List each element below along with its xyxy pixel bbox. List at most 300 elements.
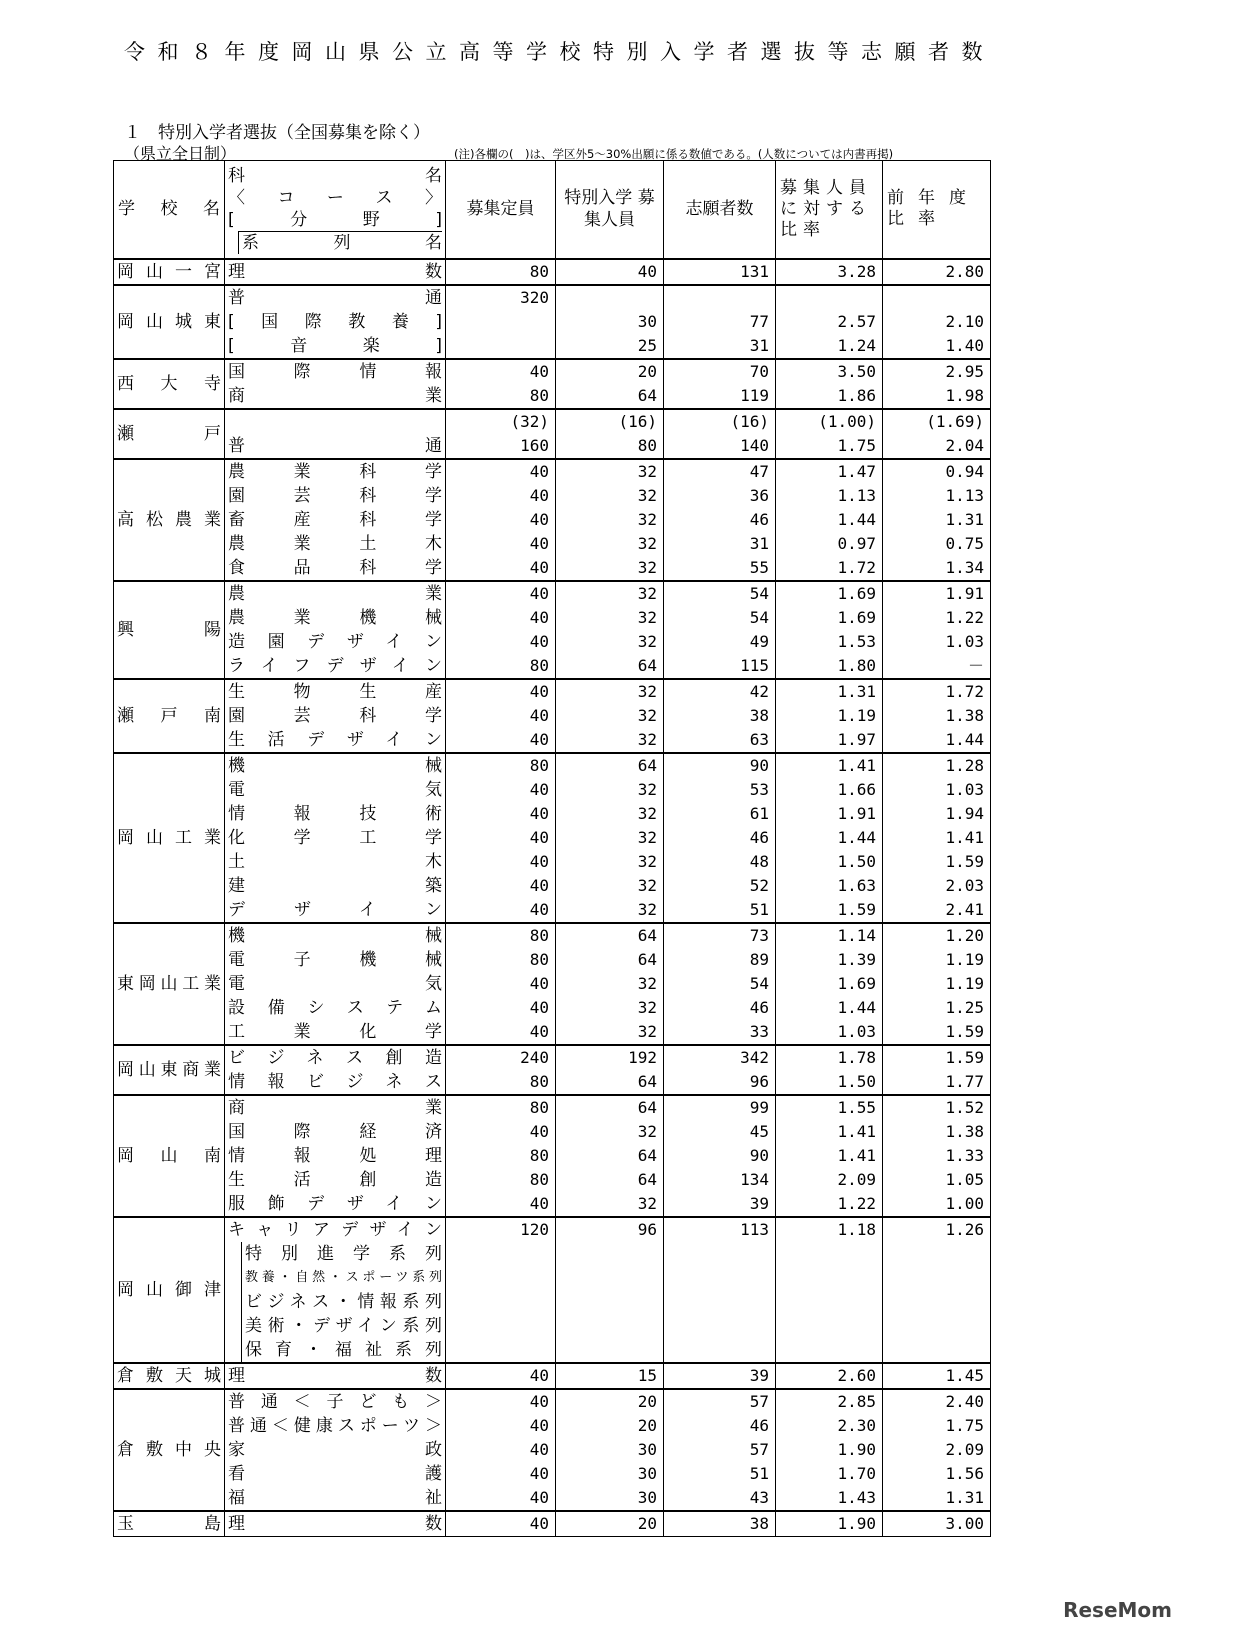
applicants-cell: 42: [664, 679, 776, 704]
department-name: ビジネス創造: [228, 1047, 442, 1068]
ratio-cell: 1.14: [776, 923, 883, 948]
capacity-cell: 40: [446, 532, 556, 556]
department-cell: [225, 728, 446, 753]
capacity-cell: 80: [446, 1168, 556, 1192]
prev-ratio-cell: 1.45: [883, 1363, 991, 1389]
department-name: 国際情報: [228, 361, 442, 382]
capacity-cell: 40: [446, 484, 556, 508]
special-quota-cell: 192: [556, 1045, 664, 1070]
capacity-cell: 40: [446, 359, 556, 384]
special-quota-cell: 32: [556, 704, 664, 728]
applicants-cell: 38: [664, 704, 776, 728]
capacity-cell: 80: [446, 948, 556, 972]
school-name: 瀬戸南: [117, 705, 221, 726]
table-row: [114, 1217, 991, 1242]
applicants-cell: 46: [664, 1414, 776, 1438]
applicants-cell: (16): [664, 409, 776, 434]
special-quota-cell: 32: [556, 874, 664, 898]
special-quota-cell: 30: [556, 1438, 664, 1462]
capacity-cell: 80: [446, 1070, 556, 1095]
school-group: [114, 259, 991, 285]
department-cell: [225, 1511, 446, 1537]
table-row: [114, 581, 991, 606]
ratio-cell: 2.60: [776, 1363, 883, 1389]
special-quota-cell: 32: [556, 826, 664, 850]
table-row: [114, 654, 991, 679]
prev-ratio-cell: 0.94: [883, 459, 991, 484]
special-quota-cell: 32: [556, 898, 664, 923]
table-row: [114, 1486, 991, 1511]
applicants-cell: [664, 285, 776, 310]
table-row: [114, 1462, 991, 1486]
department-cell: [225, 484, 446, 508]
department-cell: [225, 1389, 446, 1414]
department-cell: [225, 753, 446, 778]
school-name: 岡山工業: [117, 827, 221, 848]
table-row: [114, 728, 991, 753]
special-quota-cell: [556, 1242, 664, 1266]
school-group: [114, 1217, 991, 1363]
resemom-logo: ReseMom: [1063, 1598, 1172, 1622]
capacity-cell: 80: [446, 384, 556, 409]
school-name-cell: [114, 409, 225, 459]
prev-ratio-cell: 2.10: [883, 310, 991, 334]
capacity-cell: (32): [446, 409, 556, 434]
department-cell: [225, 556, 446, 581]
department-cell: [225, 1045, 446, 1070]
prev-ratio-cell: 1.59: [883, 1045, 991, 1070]
prev-ratio-cell: 1.22: [883, 606, 991, 630]
prev-ratio-cell: 2.40: [883, 1389, 991, 1414]
capacity-cell: 40: [446, 630, 556, 654]
department-cell: [225, 532, 446, 556]
ratio-cell: 1.41: [776, 1120, 883, 1144]
applicants-cell: 61: [664, 802, 776, 826]
department-cell: [225, 1095, 446, 1120]
applicants-cell: 36: [664, 484, 776, 508]
series-cell: [225, 1266, 446, 1290]
department-cell: [225, 409, 446, 434]
ratio-cell: 1.44: [776, 826, 883, 850]
department-cell: [225, 898, 446, 923]
prev-ratio-cell: 1.38: [883, 1120, 991, 1144]
prev-ratio-cell: 1.31: [883, 508, 991, 532]
department-cell: [225, 972, 446, 996]
prev-ratio-cell: 1.72: [883, 679, 991, 704]
school-name-cell: [114, 1363, 225, 1389]
applicants-cell: 63: [664, 728, 776, 753]
table-row: [114, 334, 991, 359]
table-row: [114, 996, 991, 1020]
special-quota-cell: 64: [556, 654, 664, 679]
school-group: [114, 409, 991, 459]
table-row: [114, 1070, 991, 1095]
table-row: [114, 850, 991, 874]
ratio-cell: 1.70: [776, 1462, 883, 1486]
applicants-cell: 131: [664, 259, 776, 285]
prev-ratio-cell: 2.04: [883, 434, 991, 459]
department-name: 機械: [228, 925, 442, 946]
department-cell: [225, 1217, 446, 1242]
special-quota-cell: 32: [556, 850, 664, 874]
table-row: [114, 484, 991, 508]
capacity-cell: 40: [446, 1438, 556, 1462]
special-quota-cell: 32: [556, 581, 664, 606]
department-name: 情報処理: [228, 1145, 442, 1166]
table-row: [114, 384, 991, 409]
applicants-cell: 70: [664, 359, 776, 384]
capacity-cell: 80: [446, 923, 556, 948]
department-name: 商業: [228, 385, 442, 406]
department-name: [音楽]: [228, 335, 442, 356]
department-cell: [225, 1363, 446, 1389]
ratio-cell: 2.85: [776, 1389, 883, 1414]
school-name-cell: [114, 1095, 225, 1217]
applicants-cell: 46: [664, 996, 776, 1020]
applicants-cell: 38: [664, 1511, 776, 1537]
applicants-cell: 57: [664, 1438, 776, 1462]
table-row: [114, 1414, 991, 1438]
table-row: [114, 310, 991, 334]
special-quota-cell: 64: [556, 948, 664, 972]
school-name: 瀬戸: [117, 423, 221, 444]
applicants-cell: [664, 1242, 776, 1266]
school-name-cell: [114, 753, 225, 923]
department-name: キャリアデザイン: [228, 1219, 442, 1240]
department-name: 生活創造: [228, 1169, 442, 1190]
special-quota-cell: 20: [556, 1389, 664, 1414]
capacity-cell: 40: [446, 1120, 556, 1144]
school-name: 東岡山工業: [117, 973, 221, 994]
special-quota-cell: 25: [556, 334, 664, 359]
capacity-cell: 40: [446, 850, 556, 874]
ratio-cell: 2.57: [776, 310, 883, 334]
table-row: [114, 1045, 991, 1070]
capacity-cell: 320: [446, 285, 556, 310]
special-quota-cell: 30: [556, 310, 664, 334]
table-row: [114, 802, 991, 826]
ratio-cell: 1.03: [776, 1020, 883, 1045]
ratio-cell: 1.50: [776, 1070, 883, 1095]
series-cell: [225, 1290, 446, 1314]
ratio-cell: 1.50: [776, 850, 883, 874]
applicants-cell: 53: [664, 778, 776, 802]
applicants-cell: 115: [664, 654, 776, 679]
header-dept-line: 科名: [228, 165, 442, 186]
series-name: 特別進学系列: [241, 1242, 442, 1266]
department-cell: [225, 1462, 446, 1486]
capacity-cell: 240: [446, 1045, 556, 1070]
special-quota-cell: 32: [556, 630, 664, 654]
ratio-cell: 1.97: [776, 728, 883, 753]
department-name: 生物生産: [228, 681, 442, 702]
ratio-cell: 1.75: [776, 434, 883, 459]
table-row: [114, 1290, 991, 1314]
prev-ratio-cell: －: [883, 654, 991, 679]
header-field-line: [分野]: [228, 209, 442, 230]
department-name: 農業科学: [228, 461, 442, 482]
prev-ratio-cell: 1.75: [883, 1414, 991, 1438]
prev-ratio-cell: 2.41: [883, 898, 991, 923]
capacity-cell: 80: [446, 1095, 556, 1120]
prev-ratio-cell: 2.95: [883, 359, 991, 384]
table-row: [114, 606, 991, 630]
special-quota-cell: 32: [556, 606, 664, 630]
ratio-cell: 0.97: [776, 532, 883, 556]
table-row: [114, 898, 991, 923]
school-group: [114, 923, 991, 1045]
applicants-cell: 140: [664, 434, 776, 459]
applicants-cell: 90: [664, 1144, 776, 1168]
department-cell: [225, 1070, 446, 1095]
table-row: [114, 1020, 991, 1045]
table-row: [114, 556, 991, 581]
ratio-cell: 1.72: [776, 556, 883, 581]
school-name-cell: [114, 923, 225, 1045]
department-name: 食品科学: [228, 557, 442, 578]
table-row: [114, 1242, 991, 1266]
ratio-cell: 1.43: [776, 1486, 883, 1511]
school-name-cell: [114, 1389, 225, 1511]
department-name: 園芸科学: [228, 485, 442, 506]
table-row: [114, 874, 991, 898]
department-cell: [225, 334, 446, 359]
prev-ratio-cell: 1.34: [883, 556, 991, 581]
table-row: [114, 508, 991, 532]
capacity-cell: 40: [446, 728, 556, 753]
department-cell: [225, 581, 446, 606]
capacity-cell: 40: [446, 778, 556, 802]
prev-ratio-cell: [883, 1290, 991, 1314]
capacity-cell: 120: [446, 1217, 556, 1242]
capacity-cell: [446, 1266, 556, 1290]
school-name: 倉敷天城: [117, 1365, 221, 1386]
special-quota-cell: 64: [556, 923, 664, 948]
special-quota-cell: 32: [556, 1020, 664, 1045]
department-name: 工業化学: [228, 1021, 442, 1042]
department-name: [国際教養]: [228, 311, 442, 332]
ratio-cell: 1.41: [776, 1144, 883, 1168]
capacity-cell: 40: [446, 1462, 556, 1486]
school-group: [114, 359, 991, 409]
special-quota-cell: 32: [556, 459, 664, 484]
school-name: 高松農業: [117, 509, 221, 530]
header-capacity: 募集定員: [446, 161, 556, 259]
section-heading: １ 特別入学者選抜（全国募集を除く）: [124, 123, 430, 143]
table-row: [114, 826, 991, 850]
school-name-cell: [114, 1511, 225, 1537]
capacity-cell: 40: [446, 556, 556, 581]
prev-ratio-cell: (1.69): [883, 409, 991, 434]
prev-ratio-cell: 1.03: [883, 778, 991, 802]
capacity-cell: 160: [446, 434, 556, 459]
table-row: [114, 1363, 991, 1389]
department-cell: [225, 359, 446, 384]
ratio-cell: 1.78: [776, 1045, 883, 1070]
prev-ratio-cell: 1.13: [883, 484, 991, 508]
prev-ratio-cell: 1.91: [883, 581, 991, 606]
prev-ratio-cell: [883, 285, 991, 310]
department-name: 電気: [228, 973, 442, 994]
applicants-cell: 54: [664, 581, 776, 606]
department-cell: [225, 1168, 446, 1192]
school-name: 岡山城東: [117, 311, 221, 332]
table-row: [114, 359, 991, 384]
prev-ratio-cell: 1.26: [883, 1217, 991, 1242]
department-name: 園芸科学: [228, 705, 442, 726]
capacity-cell: 40: [446, 606, 556, 630]
department-cell: [225, 874, 446, 898]
department-cell: [225, 679, 446, 704]
table-row: [114, 1144, 991, 1168]
applicants-cell: 51: [664, 1462, 776, 1486]
school-name: 岡山御津: [117, 1279, 221, 1300]
special-quota-cell: 40: [556, 259, 664, 285]
school-group: [114, 1095, 991, 1217]
applicants-cell: 73: [664, 923, 776, 948]
school-group: [114, 581, 991, 679]
ratio-cell: 3.50: [776, 359, 883, 384]
prev-ratio-cell: 1.00: [883, 1192, 991, 1217]
capacity-cell: 80: [446, 753, 556, 778]
school-name: 岡山東商業: [117, 1059, 221, 1080]
ratio-cell: 1.47: [776, 459, 883, 484]
special-quota-cell: 20: [556, 359, 664, 384]
school-group: [114, 1045, 991, 1095]
series-cell: [225, 1242, 446, 1266]
ratio-cell: 1.13: [776, 484, 883, 508]
applicants-cell: 46: [664, 508, 776, 532]
applicants-cell: 96: [664, 1070, 776, 1095]
department-name: 普通: [228, 287, 442, 308]
department-cell: [225, 1120, 446, 1144]
ratio-cell: (1.00): [776, 409, 883, 434]
prev-ratio-cell: 1.19: [883, 972, 991, 996]
ratio-cell: [776, 1266, 883, 1290]
department-name: 電子機械: [228, 949, 442, 970]
series-cell: [225, 1314, 446, 1338]
applicants-cell: 51: [664, 898, 776, 923]
department-cell: [225, 850, 446, 874]
table-row: [114, 459, 991, 484]
applicants-cell: 45: [664, 1120, 776, 1144]
header-prev: 前年度比率: [883, 161, 991, 259]
capacity-cell: 80: [446, 1144, 556, 1168]
department-cell: [225, 606, 446, 630]
applicants-cell: [664, 1290, 776, 1314]
table-row: [114, 1266, 991, 1290]
department-cell: [225, 1486, 446, 1511]
department-name: 福祉: [228, 1487, 442, 1508]
department-cell: [225, 259, 446, 285]
department-name: ライフデザイン: [228, 655, 442, 676]
special-quota-cell: [556, 1338, 664, 1363]
capacity-cell: 40: [446, 1486, 556, 1511]
department-cell: [225, 826, 446, 850]
department-name: 農業: [228, 583, 442, 604]
series-name: 保育・福祉系列: [241, 1338, 442, 1362]
header-applicants: 志願者数: [664, 161, 776, 259]
table-row: [114, 285, 991, 310]
special-quota-cell: 32: [556, 1120, 664, 1144]
department-cell: [225, 508, 446, 532]
school-group: [114, 1389, 991, 1511]
header-course-line: 〈コース〉: [228, 187, 442, 208]
applicants-cell: 39: [664, 1192, 776, 1217]
special-quota-cell: [556, 1266, 664, 1290]
prev-ratio-cell: 1.31: [883, 1486, 991, 1511]
special-quota-cell: 32: [556, 728, 664, 753]
prev-ratio-cell: 1.05: [883, 1168, 991, 1192]
capacity-cell: 40: [446, 826, 556, 850]
applicants-cell: 47: [664, 459, 776, 484]
department-name: 国際経済: [228, 1121, 442, 1142]
school-name: 玉島: [117, 1513, 221, 1534]
table-row: [114, 1314, 991, 1338]
school-name-cell: [114, 1045, 225, 1095]
ratio-cell: 1.31: [776, 679, 883, 704]
department-cell: [225, 1144, 446, 1168]
department-cell: [225, 704, 446, 728]
school-name-cell: [114, 1217, 225, 1363]
applicants-cell: 99: [664, 1095, 776, 1120]
applicants-cell: 77: [664, 310, 776, 334]
ratio-cell: 1.18: [776, 1217, 883, 1242]
department-name: 農業機械: [228, 607, 442, 628]
department-name: 理数: [228, 1513, 442, 1534]
ratio-cell: [776, 1314, 883, 1338]
prev-ratio-cell: 1.59: [883, 850, 991, 874]
school-name: 岡山一宮: [117, 261, 221, 282]
applicants-cell: 43: [664, 1486, 776, 1511]
capacity-cell: [446, 334, 556, 359]
capacity-cell: 80: [446, 259, 556, 285]
special-quota-cell: 80: [556, 434, 664, 459]
ratio-cell: [776, 1242, 883, 1266]
school-name-cell: [114, 285, 225, 359]
table-row: [114, 1192, 991, 1217]
table-row: [114, 1511, 991, 1537]
prev-ratio-cell: 1.44: [883, 728, 991, 753]
ratio-cell: 1.24: [776, 334, 883, 359]
applicants-cell: 39: [664, 1363, 776, 1389]
applicants-cell: [664, 1314, 776, 1338]
applicants-cell: 342: [664, 1045, 776, 1070]
school-group: [114, 459, 991, 581]
capacity-cell: 40: [446, 972, 556, 996]
table-row: [114, 1438, 991, 1462]
school-name: 岡山南: [117, 1145, 221, 1166]
department-name: 情報技術: [228, 803, 442, 824]
department-cell: [225, 996, 446, 1020]
special-quota-cell: 64: [556, 753, 664, 778]
table-row: [114, 923, 991, 948]
department-name: 普通: [228, 435, 442, 456]
department-name: 服飾デザイン: [228, 1193, 442, 1214]
special-quota-cell: 32: [556, 679, 664, 704]
ratio-cell: 2.30: [776, 1414, 883, 1438]
ratio-cell: [776, 285, 883, 310]
school-name: 倉敷中央: [117, 1439, 221, 1460]
special-quota-cell: 32: [556, 1192, 664, 1217]
table-row: [114, 259, 991, 285]
prev-ratio-cell: 1.19: [883, 948, 991, 972]
special-quota-cell: 32: [556, 778, 664, 802]
page-title: 令和８年度岡山県公立高等学校特別入学者選抜等志願者数: [124, 40, 995, 64]
table-row: [114, 1120, 991, 1144]
ratio-cell: 1.69: [776, 972, 883, 996]
special-quota-cell: 64: [556, 384, 664, 409]
